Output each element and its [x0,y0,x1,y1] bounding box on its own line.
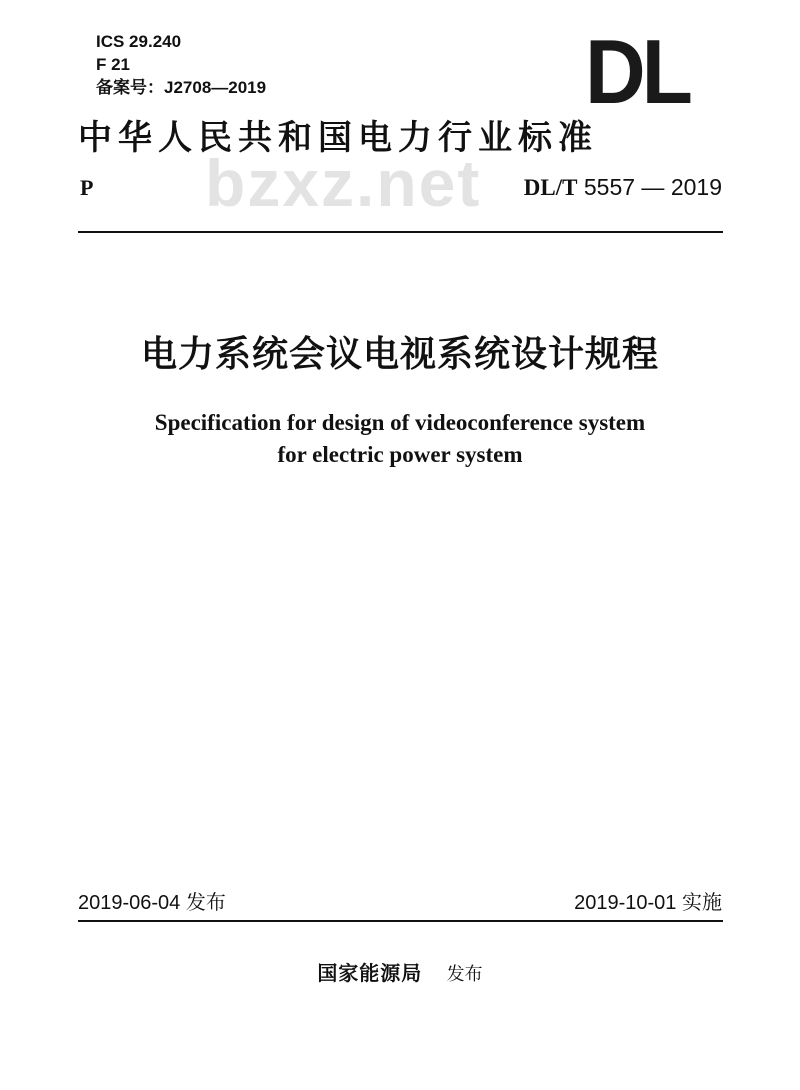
issue-date: 2019-06-04 发布 [78,892,226,914]
classification-letter: P [80,175,94,200]
classification-info [96,30,266,99]
publisher-line [0,960,800,988]
dl-logo: DL [585,20,689,123]
title-english-line2: for electric power system [277,442,523,467]
ccs-code: F 21 [96,55,131,74]
standard-number-value: 5557 — 2019 [583,174,722,200]
bottom-divider [78,920,723,922]
title-english [0,407,800,471]
title-chinese: 电力系统会议电视系统设计规程 [140,334,659,375]
publisher-organization: 国家能源局 [317,961,423,985]
implementation-date: 2019-10-01 实施 [574,892,722,914]
top-divider [78,231,723,233]
filing-number: 备案号：J2708—2019 [96,78,267,97]
publisher-action: 发布 [446,964,483,985]
watermark: bzxz.net [205,146,482,220]
standard-number [524,174,722,201]
standard-category-title: 中华人民共和国电力行业标准 [78,118,598,158]
ics-code: ICS 29.240 [96,32,182,51]
title-english-line1: Specification for design of videoconference system [154,410,646,435]
standard-code: DL/T [523,175,578,200]
